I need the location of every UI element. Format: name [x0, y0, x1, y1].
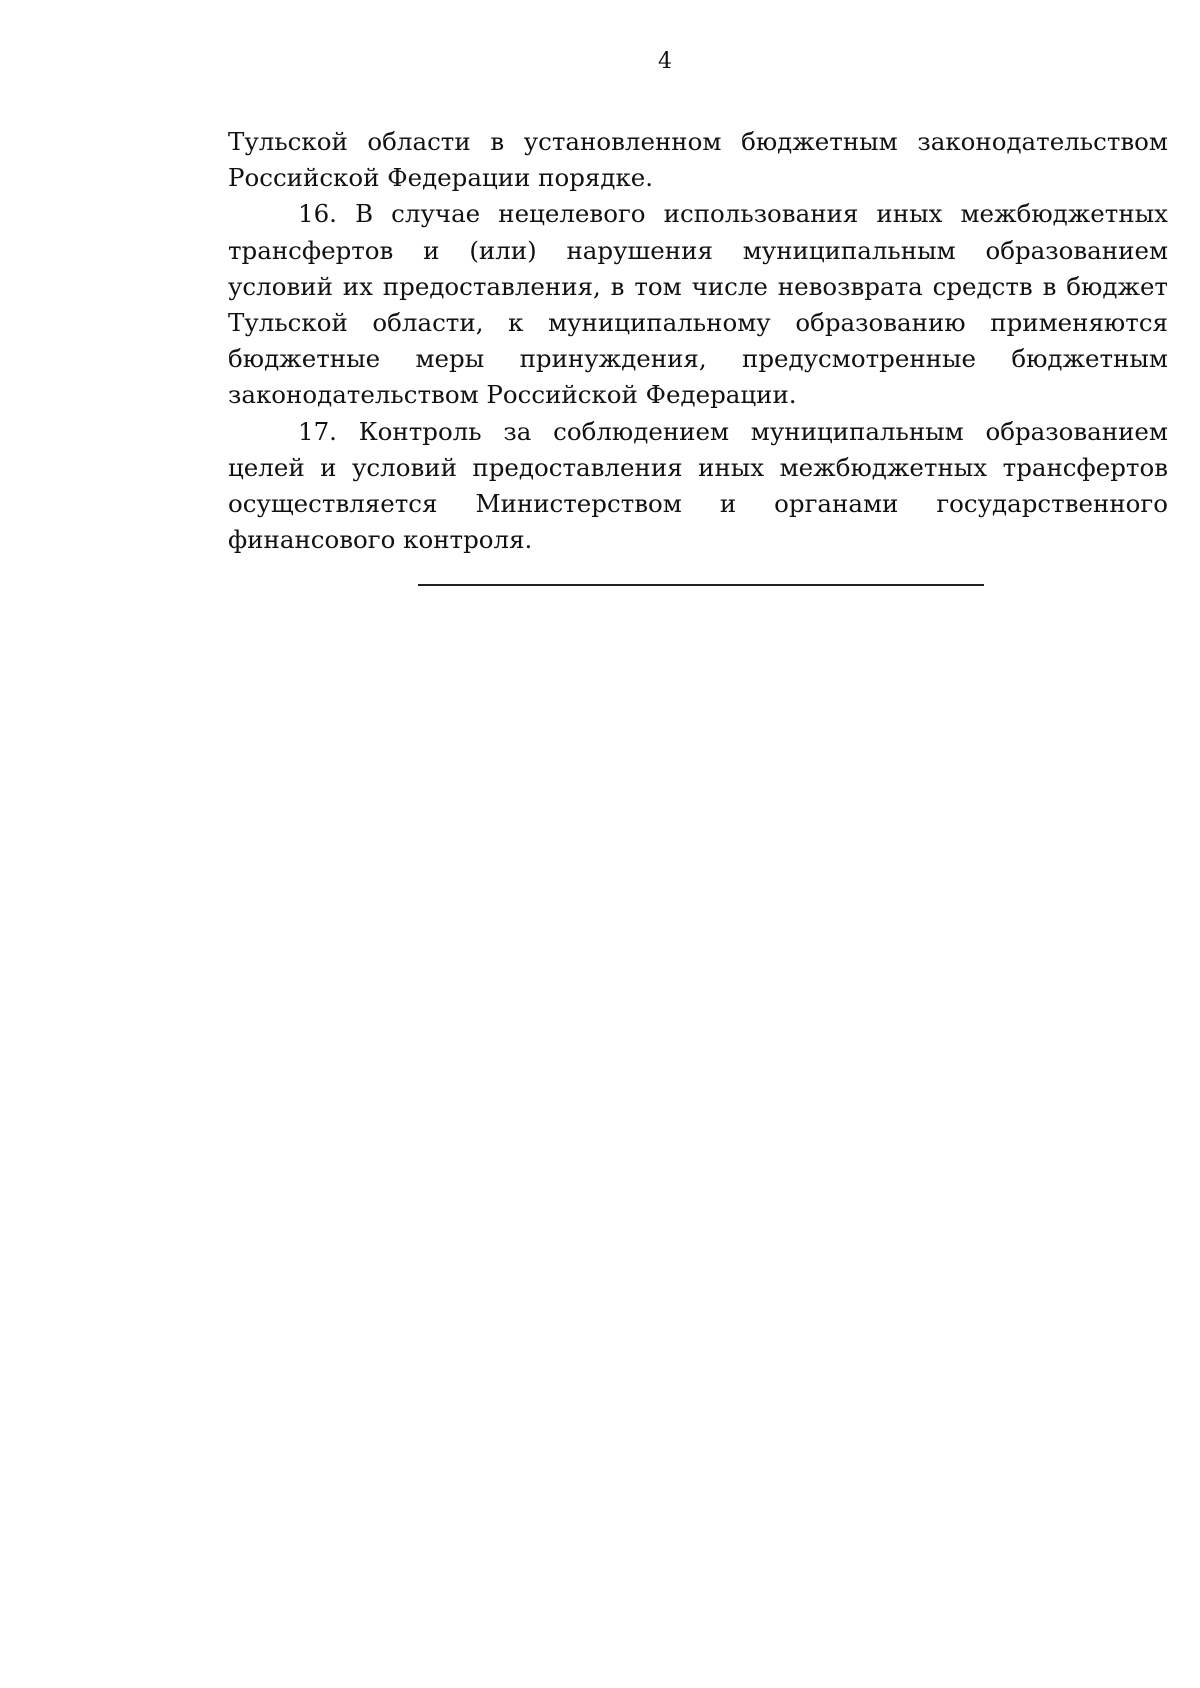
end-of-document-rule — [418, 584, 984, 586]
paragraph-17: 17. Контроль за соблюдением муниципальным образованием целей и условий предоставления иных межбюджетных трансфертов осуществляется Министерством и органами государственного финансового контроля. — [228, 416, 1168, 555]
document-body — [228, 124, 1168, 558]
paragraph-16: 16. В случае нецелевого использования иных межбюджетных трансфертов и (или) нарушения муниципальным образованием условий их предоставления, в том числе невозврата средств в бюджет Тульской области, к муниципальному образованию применяются бюджетные меры принуждения, предусмотренные бюджетным законодательством Российской Федерации. — [228, 199, 1168, 410]
paragraph-continuation: Тульской области в установленном бюджетным законодательством Российской Федерации порядке. — [228, 127, 1168, 193]
page-number: 4 — [658, 49, 672, 74]
